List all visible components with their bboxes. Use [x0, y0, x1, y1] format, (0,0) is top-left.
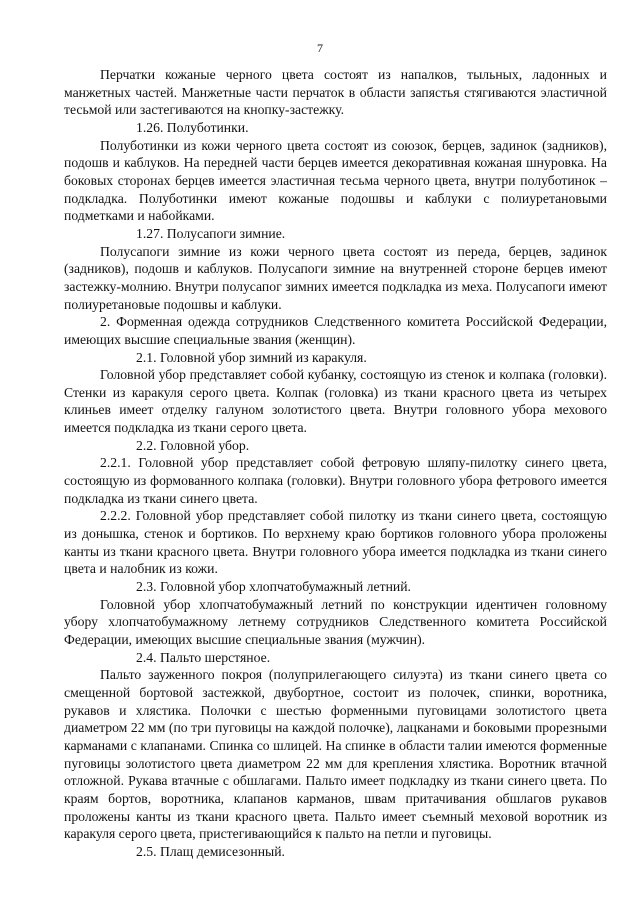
- section-title: Головной убор хлопчатобумажный летний.: [159, 579, 411, 595]
- paragraph-winter-hat: Головной убор представляет собой кубанку, состоящую из стенок и колпака (головки). Стенки из каракуля серого цвета. Колпак (головка) из ткани красного цвета из четырех клиньев имеет отделку галуном золотистого цвета. Внутри головного убора мехового имеется подкладка из ткани серого цвета.: [64, 367, 607, 436]
- section-title: Пальто шерстяное.: [159, 649, 271, 665]
- section-heading-2-1: [64, 349, 607, 367]
- section-title: Форменная одежда сотрудников Следственного комитета Российской Федерации, имеющих высшие специальные звания (женщин).: [64, 314, 607, 347]
- section-number: 1.27.: [136, 225, 164, 241]
- section-title: Головной убор зимний из каракуля.: [159, 349, 367, 365]
- paragraph-2-2-1: 2.2.1. Головной убор представляет собой фетровую шляпу-пилотку синего цвета, состоящую из формованного колпака (головки). Внутри головного убора фетрового имеется подкладка из ткани синего цвета.: [64, 455, 607, 506]
- paragraph-2-2-2: 2.2.2. Головной убор представляет собой пилотку из ткани синего цвета, состоящую из донышка, стенок и бортиков. По верхнему краю бортиков головного убора проложены канты из ткани красного цвета. Внутри головного убора имеется подкладка из ткани синего цвета и налобник из кожи.: [64, 508, 607, 577]
- section-number: 2.1.: [136, 349, 157, 365]
- paragraph-low-shoes: Полуботинки из кожи черного цвета состоят из союзок, берцев, задинок (задников), подошв и каблуков. На передней части берцев имеется декоративная кожаная шнуровка. На боковых сторонах берцев имеется эластичная тесьма черного цвета, внутри полуботинок – подкладка. Полуботинки имеют кожаные подошвы и каблуки с полиуретановыми подметками и набойками.: [64, 137, 607, 224]
- paragraph-summer-hat: Головной убор хлопчатобумажный летний по конструкции идентичен головному убору хлопчатобумажному летнему сотрудников Следственного комитета Российской Федерации, имеющих высшие специальные звания (мужчин).: [64, 596, 607, 647]
- section-number: 1.26.: [136, 119, 164, 135]
- section-number: 2.2.: [136, 437, 157, 453]
- page-number: 7: [317, 41, 323, 55]
- paragraph-winter-boots: Полусапоги зимние из кожи черного цвета состоят из переда, берцев, задинок (задников), подошв и каблуков. Полусапоги зимние на внутренней стороне берцев имеют застежку-молнию. Внутри полусапог зимних имеется подкладка из меха. Полусапоги имеют полиуретановые подошвы и каблуки.: [64, 243, 607, 312]
- section-heading-1-27: [64, 225, 607, 243]
- section-title: Головной убор.: [159, 437, 250, 453]
- section-heading-1-26: [64, 119, 607, 137]
- section-title: Полусапоги зимние.: [166, 225, 286, 241]
- document-body: [64, 66, 607, 861]
- section-heading-2-2: [64, 437, 607, 455]
- section-heading-2-5: [64, 843, 607, 861]
- section-number: 2.3.: [136, 579, 157, 595]
- section-number: 2.5.: [136, 843, 157, 859]
- section-heading-2: [64, 313, 607, 348]
- section-number: 2.: [100, 314, 111, 330]
- section-heading-2-4: [64, 649, 607, 667]
- section-heading-2-3: [64, 578, 607, 596]
- paragraph-gloves: Перчатки кожаные черного цвета состоят из напалков, тыльных, ладонных и манжетных частей. Манжетные части перчаток в области запястья стягиваются эластичной тесьмой или застегиваются на кнопку-застежку.: [64, 67, 607, 118]
- section-title: Полуботинки.: [166, 119, 249, 135]
- section-title: Плащ демисезонный.: [159, 843, 285, 859]
- section-number: 2.4.: [136, 649, 157, 665]
- paragraph-wool-coat: Пальто зауженного покроя (полуприлегающего силуэта) из ткани синего цвета со смещенной бортовой застежкой, двубортное, состоит из полочек, спинки, воротника, рукавов и хлястика. Полочки с шестью форменными пуговицами золотистого цвета диаметром 22 мм (по три пуговицы на каждой полочке), лацканами и боковыми прорезными карманами с клапанами. Спинка со шлицей. На спинке в области талии имеются форменные пуговицы золотистого цвета диаметром 22 мм для крепления хлястика. Воротник втачной отложной. Рукава втачные с обшлагами. Пальто имеет подкладку из ткани синего цвета. По краям бортов, воротника, клапанов карманов, швам притачивания обшлагов рукавов проложены канты из ткани красного цвета. Пальто имеет съемный меховой воротник из каракуля серого цвета, пристегивающийся к пальто на петли и пуговицы.: [64, 667, 607, 842]
